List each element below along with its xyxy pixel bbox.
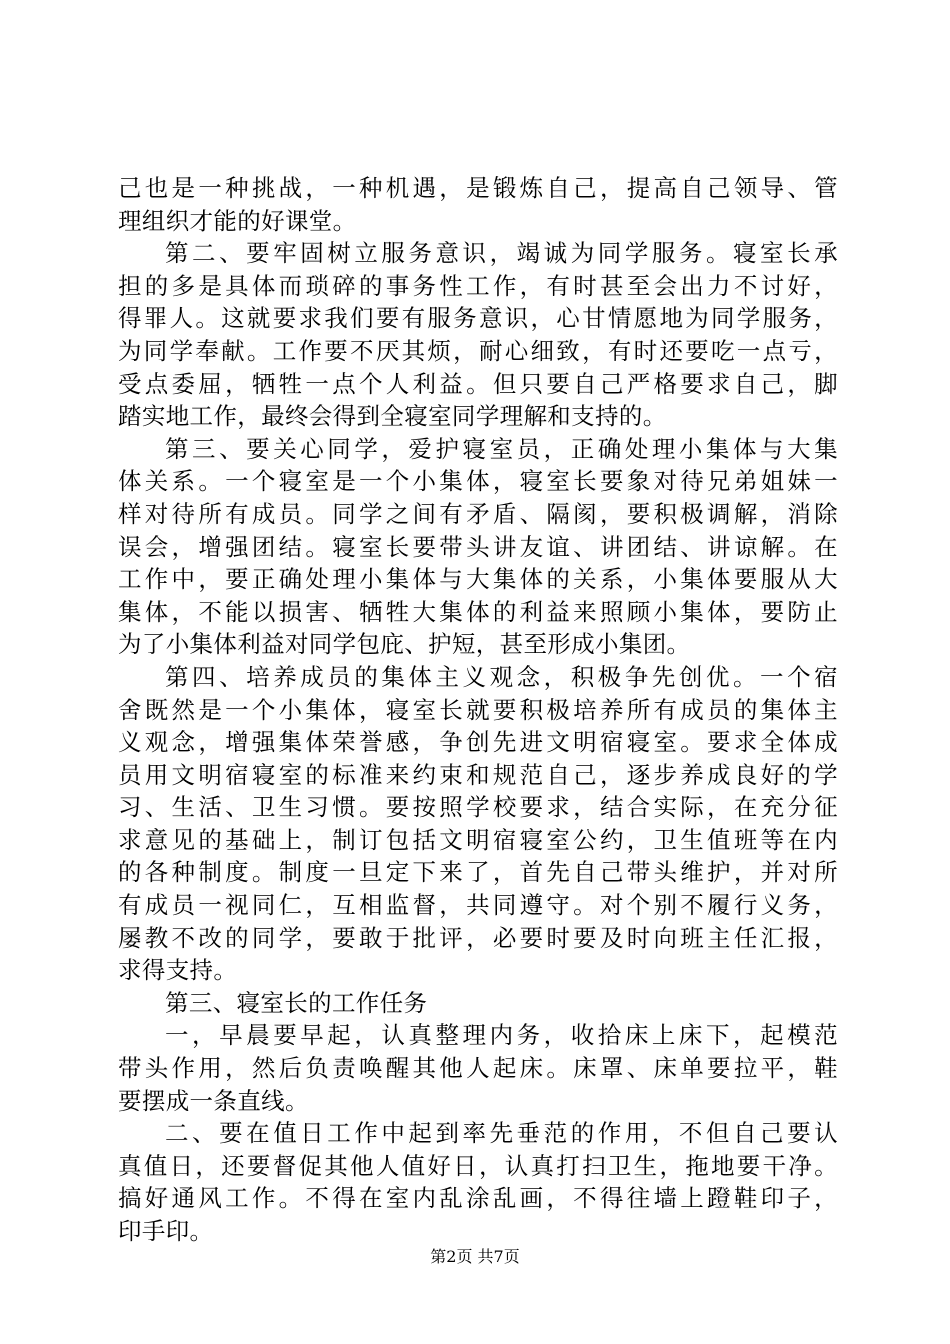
text-line: 得罪人。这就要求我们要有服务意识，心甘情愿地为同学服务，	[118, 304, 838, 333]
text-line: 要摆成一条直线。	[118, 1086, 309, 1115]
text-line: 二、要在值日工作中起到率先垂范的作用，不但自己要认	[165, 1119, 838, 1148]
text-line: 求得支持。	[118, 956, 238, 985]
text-line: 工作中，要正确处理小集体与大集体的关系，小集体要服从大	[118, 565, 838, 594]
text-line: 误会，增强团结。寝室长要带头讲友谊、讲团结、讲谅解。在	[118, 532, 838, 561]
text-line: 体关系。一个寝室是一个小集体，寝室长要象对待兄弟姐妹一	[118, 467, 838, 496]
text-line: 屡教不改的同学，要敢于批评，必要时要及时向班主任汇报，	[118, 923, 838, 952]
text-line: 第三、要关心同学，爱护寝室员，正确处理小集体与大集	[165, 434, 838, 463]
text-line: 的各种制度。制度一旦定下来了，首先自己带头维护，并对所	[118, 858, 838, 887]
text-line: 为了小集体利益对同学包庇、护短，甚至形成小集团。	[118, 630, 691, 659]
text-line: 为同学奉献。工作要不厌其烦，耐心细致，有时还要吃一点亏，	[118, 336, 838, 365]
text-line: 带头作用，然后负责唤醒其他人起床。床罩、床单要拉平，鞋	[118, 1054, 838, 1083]
text-line: 集体，不能以损害、牺牲大集体的利益来照顾小集体，要防止	[118, 597, 838, 626]
text-line: 印手印。	[118, 1217, 214, 1245]
text-line: 一，早晨要早起，认真整理内务，收拾床上床下，起模范	[165, 1021, 838, 1050]
section-heading: 第三、寝室长的工作任务	[165, 988, 428, 1017]
text-line: 义观念，增强集体荣誉感，争创先进文明宿寝室。要求全体成	[118, 728, 838, 757]
text-line: 真值日，还要督促其他人值好日，认真打扫卫生，拖地要干净。	[118, 1151, 838, 1180]
text-line: 第二、要牢固树立服务意识，竭诚为同学服务。寝室长承	[165, 239, 838, 268]
page-footer: 第2页 共7页	[430, 1247, 520, 1266]
text-line: 员用文明宿寝室的标准来约束和规范自己，逐步养成良好的学	[118, 760, 838, 789]
text-line: 搞好通风工作。不得在室内乱涂乱画，不得往墙上蹬鞋印子，	[118, 1184, 838, 1213]
document-body	[118, 172, 838, 1248]
text-line: 样对待所有成员。同学之间有矛盾、隔阂，要积极调解，消除	[118, 499, 838, 528]
text-line: 第四、培养成员的集体主义观念，积极争先创优。一个宿	[165, 662, 838, 691]
text-line: 舍既然是一个小集体，寝室长就要积极培养所有成员的集体主	[118, 695, 838, 724]
text-line: 求意见的基础上，制订包括文明宿寝室公约，卫生值班等在内	[118, 825, 838, 854]
text-line: 己也是一种挑战，一种机遇，是锻炼自己，提高自己领导、管	[118, 174, 838, 202]
text-line: 担的多是具体而琐碎的事务性工作，有时甚至会出力不讨好，	[118, 271, 838, 300]
text-line: 理组织才能的好课堂。	[118, 206, 357, 235]
text-line: 踏实地工作，最终会得到全寝室同学理解和支持的。	[118, 402, 667, 431]
text-line: 受点委屈，牺牲一点个人利益。但只要自己严格要求自己，脚	[118, 369, 838, 398]
text-line: 有成员一视同仁，互相监督，共同遵守。对个别不履行义务，	[118, 891, 838, 920]
text-line: 习、生活、卫生习惯。要按照学校要求，结合实际，在充分征	[118, 793, 838, 822]
